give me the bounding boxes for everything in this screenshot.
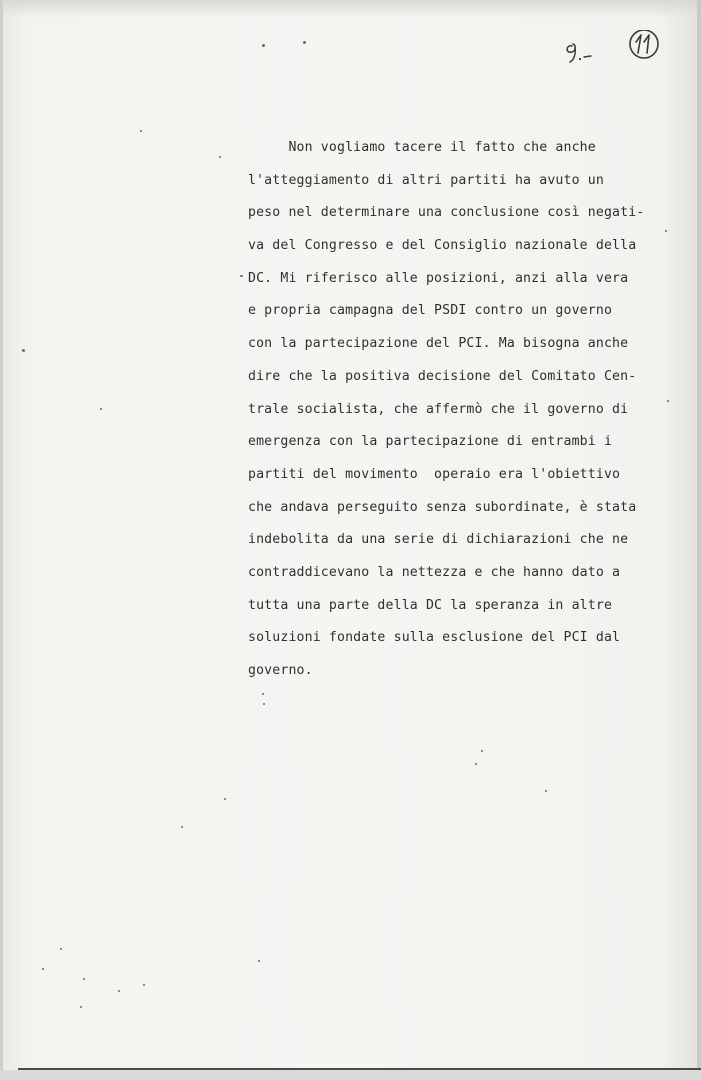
scan-speck bbox=[118, 990, 120, 992]
handwritten-page-number bbox=[562, 30, 662, 70]
text-line: che andava perseguito senza subordinate, è stata bbox=[248, 499, 637, 515]
scan-speck bbox=[262, 44, 265, 47]
scan-speck bbox=[42, 968, 44, 970]
scan-speck bbox=[545, 790, 547, 792]
scan-bottom-band bbox=[0, 1070, 701, 1080]
text-line: Non vogliamo tacere il fatto che anche bbox=[248, 140, 596, 155]
typed-paragraph bbox=[248, 132, 678, 688]
text-line: l'atteggiamento di altri partiti ha avuto un bbox=[248, 172, 604, 188]
scan-speck bbox=[100, 408, 102, 410]
scan-top-shadow bbox=[0, 0, 701, 18]
text-line: dire che la positiva decisione del Comitato Cen- bbox=[248, 368, 637, 384]
text-line: contraddicevano la nettezza e che hanno dato a bbox=[248, 564, 621, 580]
scan-right-edge bbox=[697, 0, 701, 1080]
scan-speck bbox=[83, 978, 85, 980]
text-line: partiti del movimento operaio era l'obiettivo bbox=[248, 466, 621, 482]
scan-speck bbox=[303, 41, 306, 44]
scan-speck bbox=[263, 703, 265, 705]
scan-speck bbox=[262, 693, 264, 695]
scan-speck bbox=[475, 763, 477, 765]
text-line: e propria campagna del PSDI contro un governo bbox=[248, 303, 613, 319]
scan-speck bbox=[665, 230, 667, 232]
text-line: emergenza con la partecipazione di entrambi i bbox=[248, 434, 613, 450]
text-line: con la partecipazione del PCI. Ma bisogna anche bbox=[248, 336, 629, 352]
text-line: tutta una parte della DC la speranza in altre bbox=[248, 597, 613, 613]
scan-speck bbox=[60, 948, 62, 950]
text-line: DC. Mi riferisco alle posizioni, anzi alla vera bbox=[248, 270, 629, 286]
text-line: peso nel determinare una conclusione così negati- bbox=[248, 205, 645, 221]
text-line: indebolita da una serie di dichiarazioni che ne bbox=[248, 532, 629, 548]
text-line: trale socialista, che affermò che il governo di bbox=[248, 401, 629, 417]
scan-speck bbox=[481, 750, 483, 752]
handwritten-page-number-drawing bbox=[562, 30, 662, 70]
text-line: governo. bbox=[248, 663, 313, 678]
scan-speck bbox=[22, 349, 25, 352]
text-line: soluzioni fondate sulla esclusione del PCI dal bbox=[248, 630, 621, 646]
scan-speck bbox=[224, 798, 226, 800]
scan-speck bbox=[80, 1006, 82, 1008]
scan-speck bbox=[258, 960, 260, 962]
text-line: va del Congresso e del Consiglio nazionale della bbox=[248, 238, 637, 254]
scan-speck bbox=[219, 156, 221, 158]
scan-speck bbox=[143, 984, 145, 986]
scan-left-edge bbox=[0, 0, 3, 1080]
scan-speck bbox=[667, 400, 669, 402]
scan-speck bbox=[181, 826, 183, 828]
scan-speck bbox=[240, 275, 243, 277]
scan-speck bbox=[140, 130, 142, 132]
